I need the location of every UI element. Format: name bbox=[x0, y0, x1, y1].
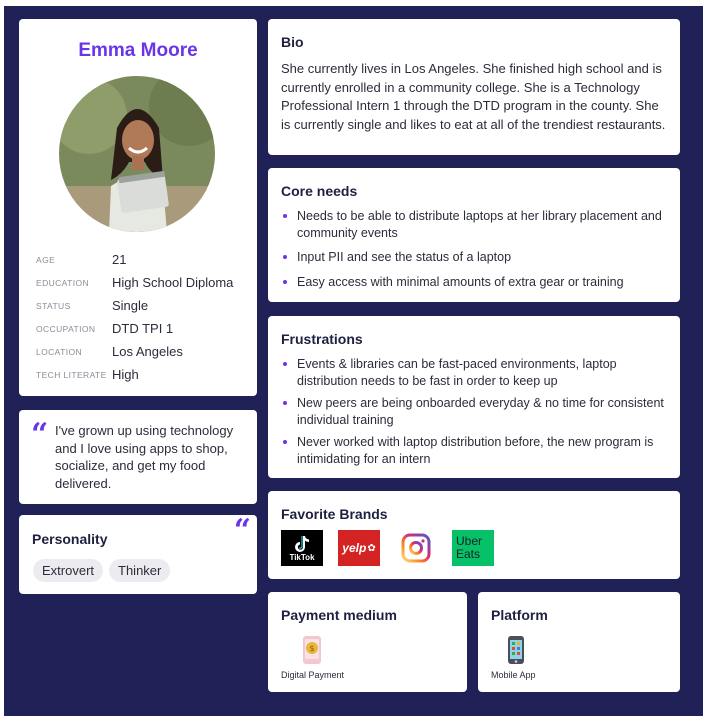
attr-value: High bbox=[112, 367, 139, 382]
tiktok-logo-text: TikTok bbox=[289, 552, 315, 562]
list-item-text: Needs to be able to distribute laptops at her library placement and community events bbox=[297, 209, 662, 240]
attr-label: OCCUPATION bbox=[36, 323, 96, 334]
trait-chips bbox=[33, 559, 170, 582]
attr-label: TECH LITERATE bbox=[36, 369, 107, 380]
list-item bbox=[281, 395, 673, 428]
bullet-icon bbox=[283, 214, 287, 218]
yelp-burst-icon: ✿ bbox=[367, 542, 376, 554]
frustrations-card bbox=[268, 316, 680, 478]
attr-row-status bbox=[36, 294, 246, 317]
digital-payment-icon bbox=[300, 635, 324, 665]
attr-label: EDUCATION bbox=[36, 277, 90, 288]
uber-eats-logo bbox=[452, 530, 494, 566]
persona-photo bbox=[59, 76, 215, 232]
bio-text: She currently lives in Los Angeles. She finished high school and is currently enrolled in a community college. She is a Technology Professional Intern 1 through the DTD program in the county. She is currently single and likes to eat at all of the trendiest restaurants. bbox=[281, 61, 666, 132]
attr-row-education bbox=[36, 271, 246, 294]
list-item-text: Events & libraries can be fast-paced environments, laptop distribution needs to be fast in order to keep up bbox=[297, 357, 617, 388]
attr-label: AGE bbox=[36, 254, 56, 265]
tiktok-note-icon bbox=[294, 535, 310, 553]
payment-label: Digital Payment bbox=[281, 670, 345, 680]
platform-label: Mobile App bbox=[491, 670, 536, 680]
personality-card bbox=[19, 515, 257, 594]
personality-title: Personality bbox=[32, 531, 108, 547]
svg-text:$: $ bbox=[309, 644, 315, 653]
quote-card bbox=[19, 410, 257, 504]
bullet-icon bbox=[283, 440, 287, 444]
bio-card bbox=[268, 19, 680, 155]
yelp-logo bbox=[338, 530, 380, 566]
quote-icon: “ bbox=[31, 417, 49, 452]
attr-value: DTD TPI 1 bbox=[112, 321, 174, 336]
trait-chip: Extrovert bbox=[33, 559, 103, 582]
core-needs-title: Core needs bbox=[281, 183, 358, 199]
instagram-logo bbox=[395, 530, 437, 566]
tiktok-logo bbox=[281, 530, 323, 566]
yelp-logo-text: yelp bbox=[342, 541, 367, 555]
payment-medium-card bbox=[268, 592, 467, 692]
attr-row-occupation bbox=[36, 317, 246, 340]
attributes-list bbox=[36, 248, 246, 386]
list-item-text: New peers are being onboarded everyday & no time for consistent individual training bbox=[297, 396, 664, 427]
attr-label: STATUS bbox=[36, 300, 71, 311]
attr-value: Los Angeles bbox=[112, 344, 183, 359]
frustrations-list bbox=[281, 356, 673, 473]
attr-label: LOCATION bbox=[36, 346, 83, 357]
list-item bbox=[281, 249, 673, 266]
attr-row-location bbox=[36, 340, 246, 363]
attr-value: High School Diploma bbox=[112, 275, 234, 290]
bio-title: Bio bbox=[281, 34, 304, 50]
platform-card bbox=[478, 592, 680, 692]
attr-row-age bbox=[36, 248, 246, 271]
bullet-icon bbox=[283, 362, 287, 366]
list-item-text: Easy access with minimal amounts of extra gear or training bbox=[297, 274, 624, 289]
core-needs-list bbox=[281, 208, 673, 298]
bullet-icon bbox=[283, 401, 287, 405]
list-item bbox=[281, 274, 673, 291]
persona-name: Emma Moore bbox=[78, 40, 198, 61]
list-item bbox=[281, 434, 673, 467]
attr-row-tech-literate bbox=[36, 363, 246, 386]
attr-value: 21 bbox=[112, 252, 127, 267]
platform-title: Platform bbox=[491, 607, 548, 623]
quote-icon: “ bbox=[233, 513, 251, 548]
brand-logos bbox=[281, 530, 494, 566]
frustrations-title: Frustrations bbox=[281, 331, 363, 347]
brands-title: Favorite Brands bbox=[281, 506, 388, 522]
list-item bbox=[281, 356, 673, 389]
profile-card bbox=[19, 19, 257, 396]
trait-chip: Thinker bbox=[109, 559, 170, 582]
mobile-phone-icon bbox=[504, 635, 528, 665]
attr-value: Single bbox=[112, 298, 149, 313]
payment-title: Payment medium bbox=[281, 607, 397, 623]
list-item-text: Input PII and see the status of a laptop bbox=[297, 250, 512, 264]
favorite-brands-card bbox=[268, 491, 680, 579]
bullet-icon bbox=[283, 280, 287, 284]
uber-eats-logo-text: Uber Eats bbox=[456, 534, 483, 561]
list-item bbox=[281, 208, 673, 241]
bullet-icon bbox=[283, 255, 287, 259]
list-item-text: Never worked with laptop distribution before, the new program is intimidating for an intern bbox=[297, 435, 654, 466]
core-needs-card bbox=[268, 168, 680, 302]
quote-text: I've grown up using technology and I love using apps to shop, socialize, and get my food delivered. bbox=[55, 423, 234, 491]
